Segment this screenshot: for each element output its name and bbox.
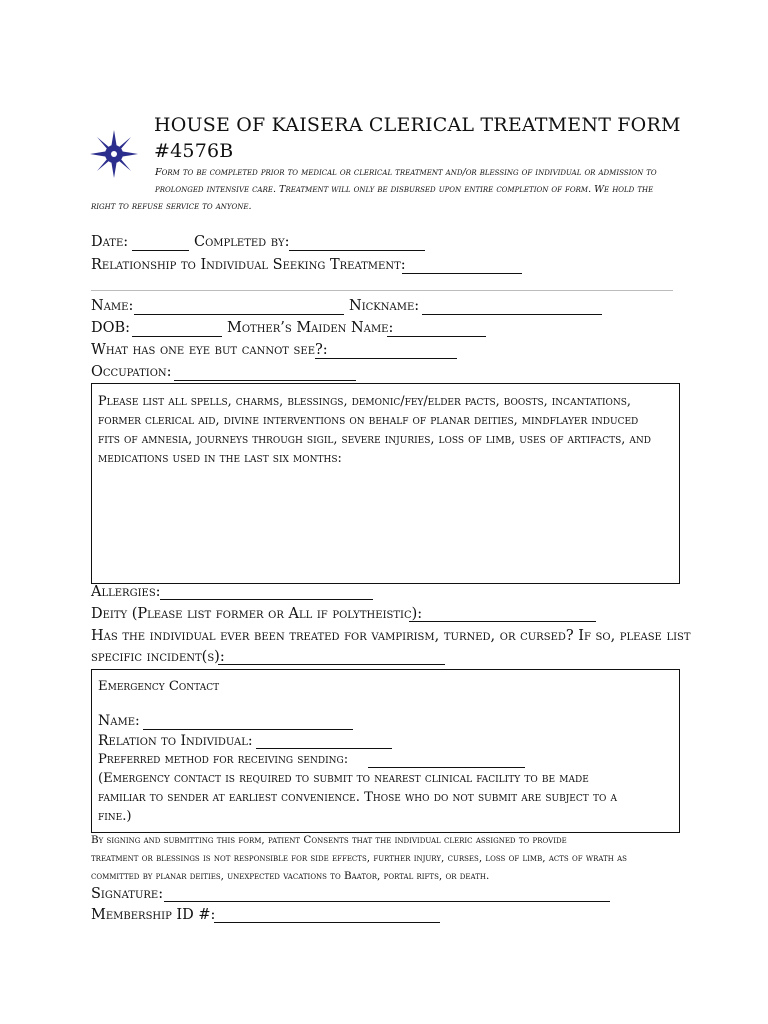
occupation-field[interactable]	[174, 380, 356, 381]
vampirism-incidents-field[interactable]	[218, 664, 445, 665]
history-prompt-line4: medications used in the last six months:	[98, 451, 342, 466]
emergency-name-label: Name:	[98, 713, 140, 729]
history-prompt-line1: Please list all spells, charms, blessings, demonic/fey/elder pacts, boosts, incantations,	[98, 394, 632, 409]
riddle-field[interactable]	[315, 358, 457, 359]
emergency-relation-field[interactable]	[256, 748, 392, 749]
occupation-label: Occupation:	[91, 364, 172, 380]
history-prompt-line2: former clerical aid, divine interventions on behalf of planar deities, mindflayer induced	[98, 413, 639, 428]
allergies-label: Allergies:	[91, 584, 161, 600]
name-label: Name:	[91, 298, 134, 314]
signature-field[interactable]	[164, 901, 610, 902]
emergency-contact-heading: Emergency Contact	[98, 679, 220, 694]
completed-by-label: Completed by:	[194, 234, 290, 250]
intro-text-line2: prolonged intensive care. Treatment will only be disbursed upon entire completion of form. We hold the	[155, 184, 654, 195]
intro-text-line3: right to refuse service to anyone.	[91, 201, 252, 212]
date-label: Date:	[91, 234, 129, 250]
membership-id-label: Membership ID #:	[91, 907, 216, 923]
completed-by-field[interactable]	[289, 250, 425, 251]
name-field[interactable]	[134, 314, 344, 315]
emergency-note-line1: (Emergency contact is required to submit to nearest clinical facility to be made	[98, 771, 589, 786]
date-field[interactable]	[132, 250, 189, 251]
mothers-maiden-name-label: Mother’s Maiden Name:	[227, 320, 394, 336]
emergency-preferred-label: Preferred method for receiving sending:	[98, 752, 349, 767]
relationship-field[interactable]	[402, 273, 522, 274]
vampirism-question-line2: specific incident(s):	[91, 649, 225, 665]
nickname-label: Nickname:	[349, 298, 420, 314]
section-divider	[91, 290, 673, 291]
form-number: #4576B	[154, 140, 234, 162]
consent-text-line1: By signing and submitting this form, patient Consents that the individual cleric assigned to provide	[91, 834, 567, 846]
emergency-note-line3: fine.)	[98, 809, 132, 824]
deity-label: Deity (Please list former or All if polytheistic):	[91, 606, 423, 622]
deity-field[interactable]	[409, 621, 596, 622]
emergency-name-field[interactable]	[143, 729, 353, 730]
dob-field[interactable]	[132, 336, 222, 337]
form-title: HOUSE OF KAISERA CLERICAL TREATMENT FORM	[154, 114, 681, 136]
mothers-maiden-name-field[interactable]	[387, 336, 486, 337]
dob-label: DOB:	[91, 320, 131, 336]
relationship-label: Relationship to Individual Seeking Treatment:	[91, 257, 406, 273]
intro-text-line1: Form to be completed prior to medical or clerical treatment and/or blessing of individual or admission to	[155, 167, 657, 178]
riddle-label: What has one eye but cannot see?:	[91, 342, 328, 358]
house-logo-star-icon	[90, 130, 138, 178]
emergency-preferred-field[interactable]	[368, 767, 525, 768]
allergies-field[interactable]	[160, 599, 373, 600]
emergency-note-line2: familiar to sender at earliest convenience. Those who do not submit are subject to a	[98, 790, 618, 805]
vampirism-question-line1: Has the individual ever been treated for vampirism, turned, or cursed? If so, please list	[91, 628, 691, 644]
membership-id-field[interactable]	[214, 922, 440, 923]
nickname-field[interactable]	[422, 314, 602, 315]
history-prompt-line3: fits of amnesia, journeys through sigil, severe injuries, loss of limb, uses of artifacts, and	[98, 432, 651, 447]
consent-text-line2: treatment or blessings is not responsible for side effects, further injury, curses, loss of limb, acts of wrath as	[91, 852, 627, 864]
consent-text-line3: committed by planar deities, unexpected vacations to Baator, portal rifts, or death.	[91, 870, 490, 882]
emergency-relation-label: Relation to Individual:	[98, 733, 253, 749]
signature-label: Signature:	[91, 886, 164, 902]
